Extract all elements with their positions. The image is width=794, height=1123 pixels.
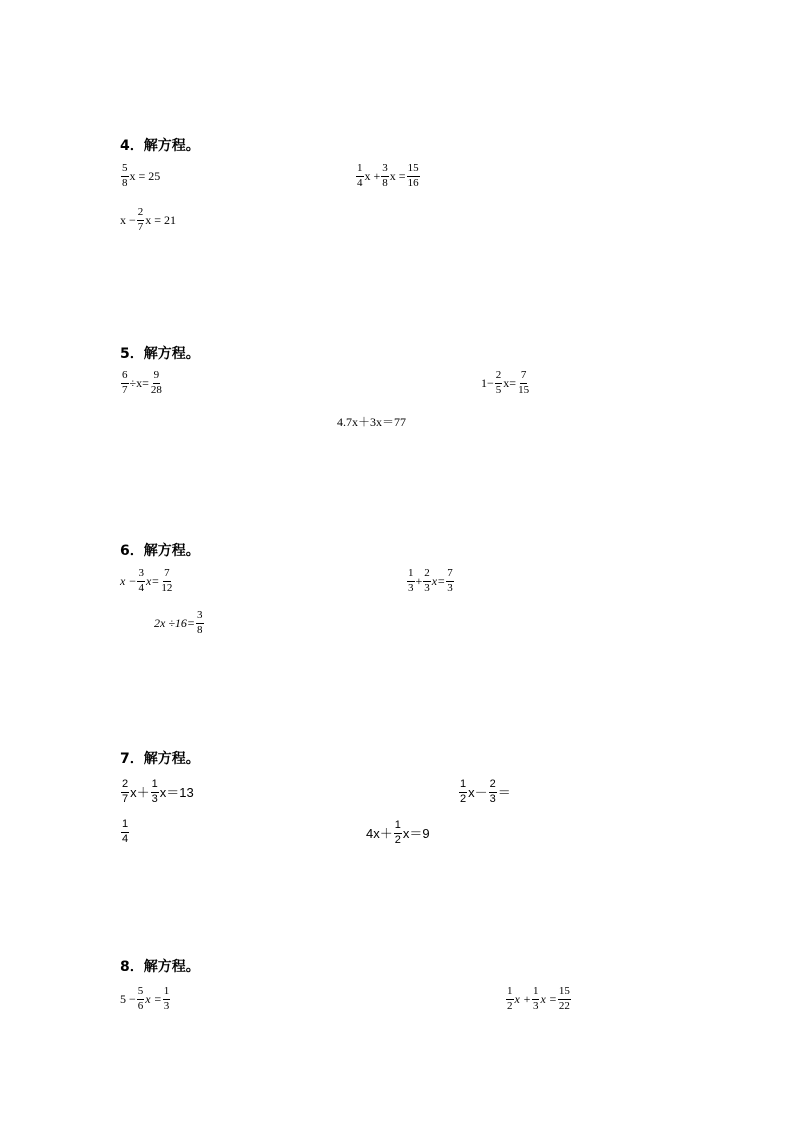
equation-7-3 [120,819,130,845]
equation-5-3: 4.7x＋3x＝77 [337,415,407,429]
fraction: $\frac{7}{15}$ [518,369,530,396]
equation-8-1: 5 − $\frac{5}{6}$ x = $\frac{1}{3}$ [120,985,170,1012]
fraction: $\frac{9}{28}$ [150,369,162,396]
fraction: $\frac{1}{2}$ [394,819,401,846]
fraction: $\frac{3}{8}$ [197,609,203,636]
fraction: $\frac{15}{16}$ [407,162,419,189]
fraction: $\frac{1}{2}$ [460,778,467,805]
equation-6-1: x − $\frac{3}{4}$ x= $\frac{7}{12}$ [120,567,173,594]
section-heading-7: 7．解方程。 [120,751,200,767]
fraction: $\frac{5}{8}$ [122,162,128,189]
section-heading-5: 5．解方程。 [120,346,200,362]
section-heading-8: 8．解方程。 [120,959,200,975]
fraction: $\frac{1}{4}$ [357,162,363,189]
equation-5-1: $\frac{6}{7}$ ÷x= $\frac{9}{28}$ [122,369,162,396]
section-heading-6: 6．解方程。 [120,543,200,559]
equation-4-2: $\frac{1}{4}$ x + $\frac{3}{8}$ x = $\frac{15}{16}$ [357,162,419,189]
fraction: $\frac{3}{4}$ [138,567,144,594]
equation-7-4: 4x＋ $\frac{1}{2}$ x＝9 [366,819,430,846]
fraction: $\frac{2}{3}$ [424,567,430,594]
fraction: $\frac{1}{3}$ [532,985,539,1012]
equation-7-2: $\frac{1}{2}$ x－ $\frac{2}{3}$ ＝ [460,778,511,805]
section-heading-4: 4．解方程。 [120,138,200,154]
equation-7-1: $\frac{2}{7}$ x＋ $\frac{1}{3}$ x＝13 [122,778,194,805]
equation-6-3: 2x ÷16= $\frac{3}{8}$ [154,609,203,636]
equation-4-1: $\frac{5}{8}$ x = 25 [122,162,161,189]
equation-4-3: x − $\frac{2}{7}$ x = 21 [120,206,177,233]
fraction: $\frac{5}{6}$ [137,985,144,1012]
fraction: $\frac{2}{7}$ [122,778,129,805]
fraction: $\frac{7}{12}$ [161,567,173,594]
fraction: $\frac{1}{3}$ [151,778,158,805]
equation-5-2: 1− $\frac{2}{5}$ x= $\frac{7}{15}$ [481,369,530,396]
fraction: $\frac{1}{3}$ [408,567,414,594]
fraction: $\frac{1}{4}$ [122,818,129,845]
fraction: $\frac{3}{8}$ [382,162,388,189]
fraction: $\frac{2}{5}$ [495,369,502,396]
fraction: $\frac{2}{7}$ [137,206,144,233]
fraction: $\frac{2}{3}$ [489,778,496,805]
fraction: $\frac{1}{2}$ [507,985,513,1012]
equation-8-2: $\frac{1}{2}$ x + $\frac{1}{3}$ x = $\frac{15}{22}$ [507,985,570,1012]
fraction: $\frac{6}{7}$ [122,369,128,396]
fraction: $\frac{7}{3}$ [447,567,453,594]
equation-6-2: $\frac{1}{3}$ + $\frac{2}{3}$ x= $\frac{7}{3}$ [408,567,453,594]
fraction: $\frac{1}{3}$ [163,985,170,1012]
fraction: $\frac{15}{22}$ [558,985,570,1012]
